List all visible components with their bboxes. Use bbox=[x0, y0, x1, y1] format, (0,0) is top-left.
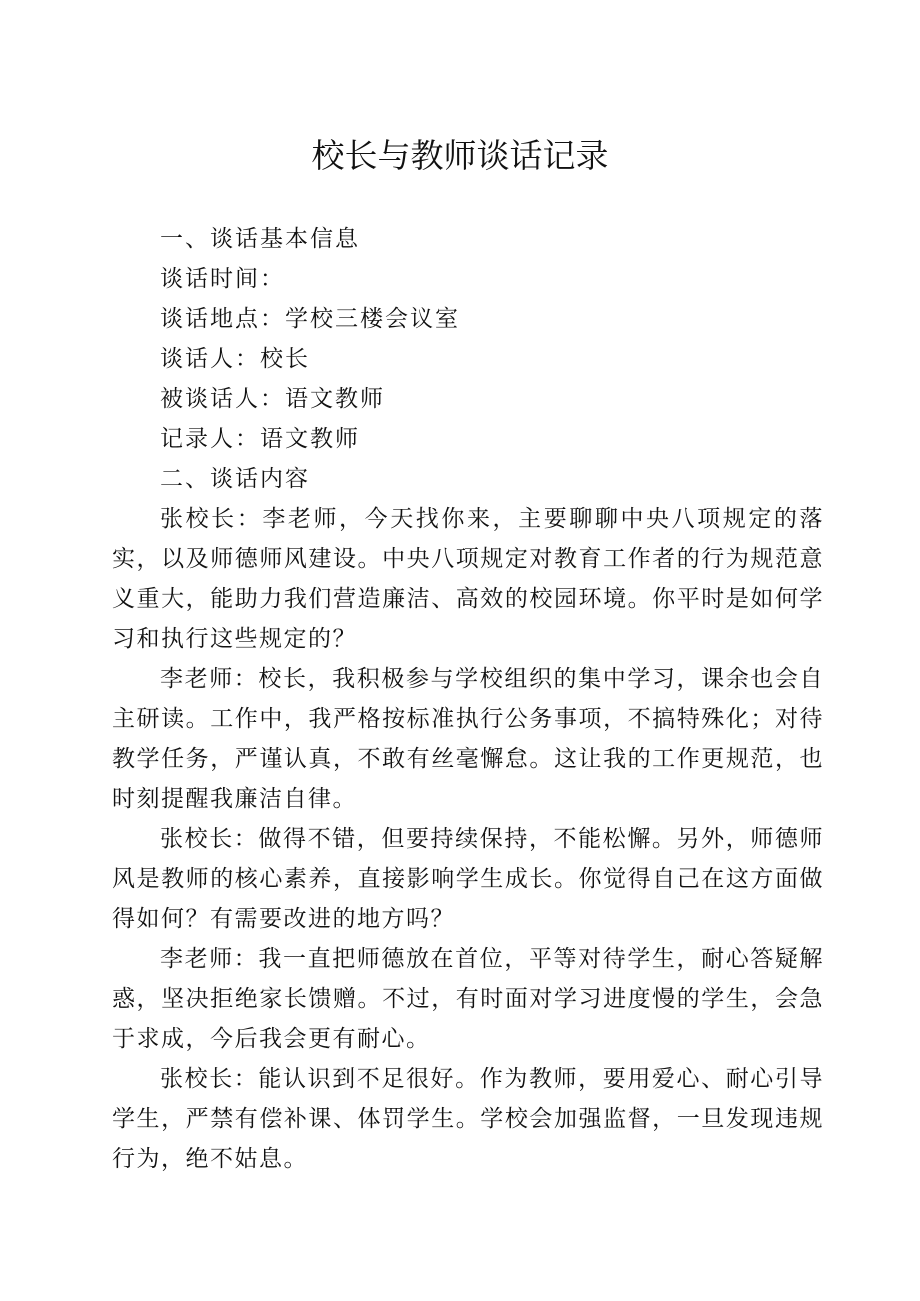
dialogue-paragraph: 李老师：校长，我积极参与学校组织的集中学习，课余也会自主研读。工作中，我严格按标准执行公务事项，不搞特殊化；对待教学任务，严谨认真，不敢有丝毫懈怠。这让我的工作更规范，也时刻提醒我廉洁自律。 bbox=[112, 666, 824, 812]
dialogue-paragraph: 张校长：做得不错，但要持续保持，不能松懈。另外，师德师风是教师的核心素养，直接影响学生成长。你觉得自己在这方面做得如何？有需要改进的地方吗？ bbox=[112, 826, 824, 932]
info-interviewer: 谈话人：校长 bbox=[160, 346, 310, 372]
info-recorder: 记录人：语文教师 bbox=[160, 426, 360, 452]
info-location: 谈话地点：学校三楼会议室 bbox=[160, 306, 460, 332]
document-title: 校长与教师谈话记录 bbox=[311, 136, 609, 175]
document-body bbox=[112, 219, 824, 1179]
section-heading-content: 二、谈话内容 bbox=[160, 466, 310, 492]
dialogue-paragraph: 张校长：李老师，今天找你来，主要聊聊中央八项规定的落实，以及师德师风建设。中央八项规定对教育工作者的行为规范意义重大，能助力我们营造廉洁、高效的校园环境。你平时是如何学习和执行这些规定的？ bbox=[112, 506, 824, 652]
info-time: 谈话时间： bbox=[160, 266, 285, 292]
section-heading-basic-info: 一、谈话基本信息 bbox=[160, 226, 360, 252]
dialogue-paragraph: 李老师：我一直把师德放在首位，平等对待学生，耐心答疑解惑，坚决拒绝家长馈赠。不过，有时面对学习进度慢的学生，会急于求成，今后我会更有耐心。 bbox=[112, 946, 824, 1052]
dialogue-paragraph: 张校长：能认识到不足很好。作为教师，要用爱心、耐心引导学生，严禁有偿补课、体罚学生。学校会加强监督，一旦发现违规行为，绝不姑息。 bbox=[112, 1066, 824, 1172]
info-interviewee: 被谈话人：语文教师 bbox=[160, 386, 385, 412]
